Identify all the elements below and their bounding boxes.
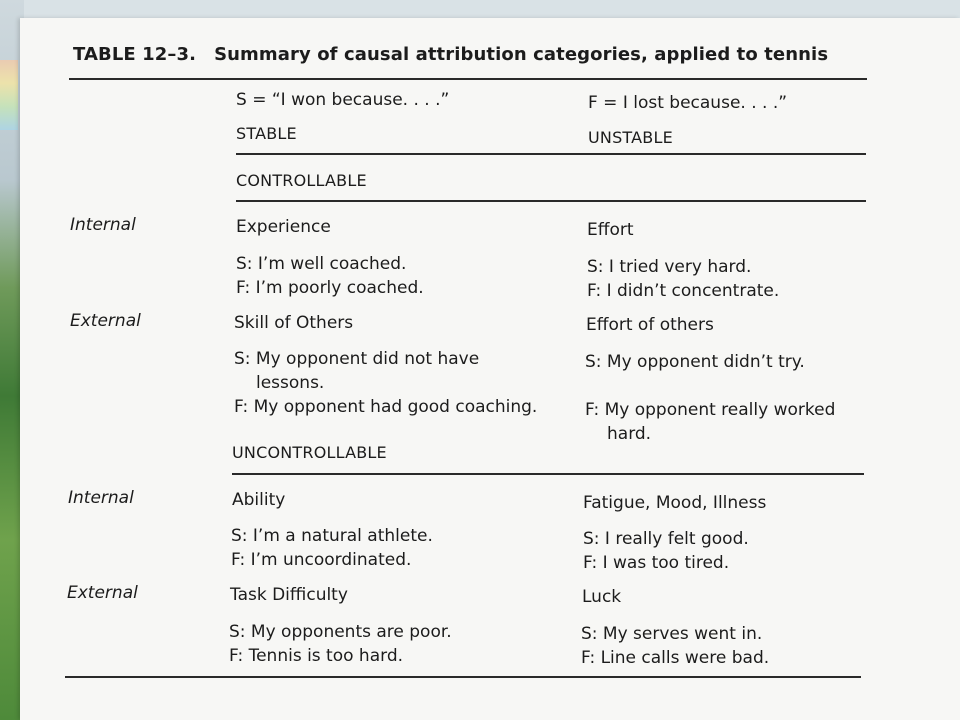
success-example: S: I really felt good. [583,529,749,549]
success-definition: S = “I won because. . . .” [236,90,450,110]
cell-title: Experience [236,217,331,237]
failure-example: F: I’m uncoordinated. [231,550,412,570]
failure-example: F: I didn’t concentrate. [587,281,780,301]
header-rule [236,153,866,155]
failure-example-cont: hard. [607,424,652,444]
bottom-rule [65,676,861,678]
failure-example: F: I’m poorly coached. [236,278,424,298]
cell-examples [585,350,835,446]
failure-example: F: My opponent really worked [585,400,836,420]
success-example-cont: lessons. [256,373,325,393]
table-caption [73,44,828,65]
row-locus-external: External [67,583,138,603]
success-example: S: My opponent did not have [234,349,480,369]
top-rule [69,78,867,80]
cell-title: Fatigue, Mood, Illness [583,493,767,513]
row-locus-internal: Internal [68,488,134,508]
cell-title: Luck [582,587,622,607]
cell-examples [587,255,779,303]
scanned-page [20,18,960,720]
success-example: S: My opponent didn’t try. [585,352,805,372]
cell-examples [231,524,433,572]
backdrop-decoration [0,60,18,130]
stable-header: STABLE [236,124,297,143]
failure-example: F: Tennis is too hard. [229,646,404,666]
cell-title: Effort [587,220,634,240]
success-example: S: My serves went in. [581,624,763,644]
cell-examples [234,347,537,419]
cell-title: Task Difficulty [230,585,348,605]
failure-example: F: My opponent had good coaching. [234,397,538,417]
row-locus-external: External [70,311,141,331]
failure-definition: F = I lost because. . . .” [588,93,788,113]
failure-example: F: I was too tired. [583,553,730,573]
success-example: S: I’m a natural athlete. [231,526,433,546]
uncontrollable-rule [232,473,864,475]
cell-title: Skill of Others [234,313,354,333]
success-example: S: My opponents are poor. [229,622,452,642]
cell-examples [581,622,769,670]
uncontrollable-label: UNCONTROLLABLE [232,443,387,462]
cell-title: Ability [232,490,286,510]
failure-example: F: Line calls were bad. [581,648,770,668]
cell-title: Effort of others [586,315,714,335]
controllable-label: CONTROLLABLE [236,171,367,190]
cell-examples [229,620,452,668]
row-locus-internal: Internal [70,215,136,235]
cell-examples [236,252,424,300]
success-example: S: I’m well coached. [236,254,407,274]
unstable-header: UNSTABLE [588,128,673,147]
success-example: S: I tried very hard. [587,257,752,277]
cell-examples [583,527,749,575]
table-title: Summary of causal attribution categories, applied to tennis [214,44,829,65]
controllable-rule [236,200,866,202]
table-number: TABLE 12–3. [73,44,197,65]
